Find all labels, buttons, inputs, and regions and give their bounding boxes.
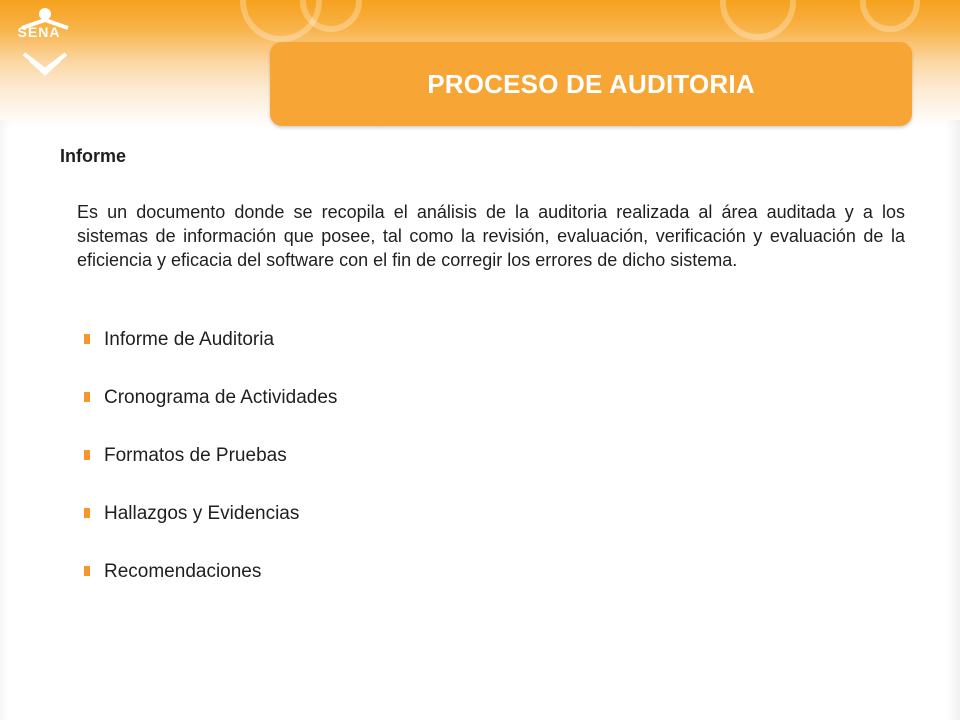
bullet-square-icon: [84, 566, 90, 576]
bullet-square-icon: [84, 508, 90, 518]
bullet-label: Hallazgos y Evidencias: [104, 503, 300, 524]
list-item: [84, 326, 337, 384]
body-paragraph: Es un documento donde se recopila el análisis de la auditoria realizada al área auditada y a los sistemas de información que posee, tal como la revisión, evaluación, verificación y evaluación de la eficiencia y eficacia del software con el fin de corregir los errores de dicho sistema.: [77, 202, 905, 270]
bullet-label: Formatos de Pruebas: [104, 445, 287, 466]
list-item: [84, 558, 337, 616]
page-title: PROCESO DE AUDITORIA: [427, 68, 755, 99]
section-heading: Informe: [60, 146, 127, 166]
left-edge-shade: [0, 120, 10, 720]
bullet-label: Cronograma de Actividades: [104, 387, 338, 408]
bullet-square-icon: [84, 450, 90, 460]
bullet-square-icon: [84, 392, 90, 402]
logo-text: SENA: [17, 24, 61, 40]
decorative-circle: [860, 0, 920, 32]
title-banner: [270, 42, 912, 126]
bullet-label: Informe de Auditoria: [104, 329, 275, 350]
list-item: [84, 500, 337, 558]
bullet-list: [84, 326, 337, 616]
decorative-circle: [720, 0, 796, 40]
bullet-label: Recomendaciones: [104, 561, 262, 582]
list-item: [84, 384, 337, 442]
sena-logo-icon: [10, 6, 80, 78]
right-edge-shade: [946, 120, 960, 720]
list-item: [84, 442, 337, 500]
bullet-square-icon: [84, 334, 90, 344]
